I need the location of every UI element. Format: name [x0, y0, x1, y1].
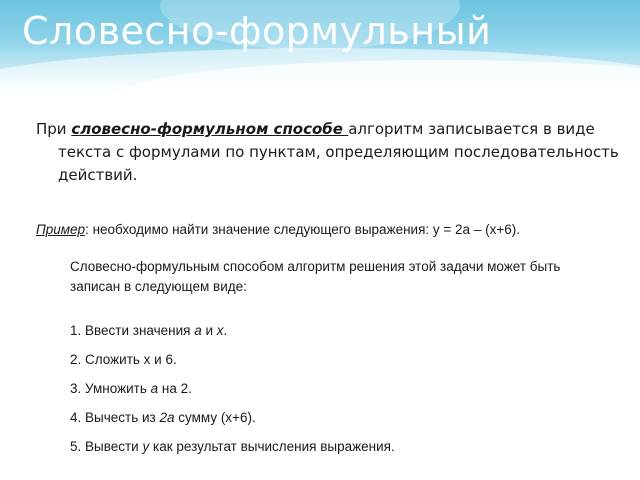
algorithm-steps: [70, 321, 610, 466]
step-text: сумму (х+6).: [174, 410, 256, 425]
step-variable: a: [150, 381, 159, 396]
algorithm-lead-text: Словесно-формульным способом алгоритм решения этой задачи может быть записан в следующем виде:: [70, 259, 561, 294]
example-label: Пример: [36, 222, 86, 237]
step-item: [70, 437, 610, 457]
slide-title: Словесно-формульный: [22, 9, 492, 53]
step-text: 2. Сложить х и 6.: [70, 352, 177, 367]
step-text: и: [201, 323, 217, 338]
example-text: : необходимо найти значение следующего выражения: у = 2а – (х+6).: [85, 222, 520, 237]
intro-rest: алгоритм записывается в виде текста с формулами по пунктам, определяющим последовательность действий.: [58, 120, 619, 184]
step-text: как результат вычисления выражения.: [149, 439, 395, 454]
step-variable: х: [216, 323, 224, 338]
example-line: [36, 220, 632, 240]
step-variable: 2a: [159, 410, 175, 425]
intro-term: словесно-формульном способе: [71, 120, 349, 138]
step-text: на 2.: [158, 381, 192, 396]
step-text: 4. Вычесть из: [70, 410, 160, 425]
intro-paragraph: [36, 118, 640, 187]
step-text: 3. Умножить: [70, 381, 151, 396]
intro-prefix: При: [36, 120, 72, 138]
step-text: .: [223, 323, 228, 338]
step-text: 5. Вывести: [70, 439, 143, 454]
step-item: [70, 350, 610, 370]
step-item: [70, 321, 610, 341]
step-variable: а: [194, 323, 202, 338]
step-item: [70, 408, 610, 428]
step-variable: y: [142, 439, 150, 454]
step-item: [70, 379, 610, 399]
step-text: 1. Ввести значения: [70, 323, 195, 338]
